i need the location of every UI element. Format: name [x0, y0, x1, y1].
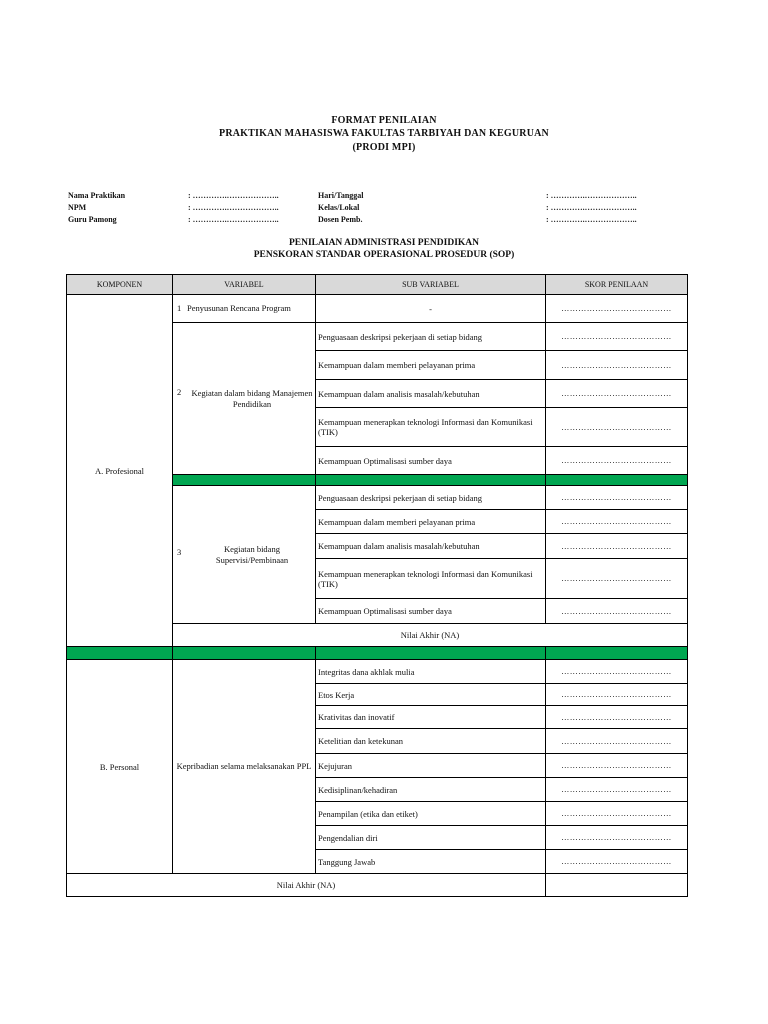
separator-cell — [67, 647, 173, 660]
komponen-personal: B. Personal — [67, 660, 173, 874]
variabel-1 — [173, 295, 316, 323]
score-field[interactable]: ………………………………… — [546, 778, 688, 802]
variabel-label: Kegiatan dalam bidang Manajemen Pendidikan — [191, 387, 313, 409]
score-field[interactable]: ………………………………… — [546, 351, 688, 380]
assessment-table — [66, 274, 688, 897]
score-field[interactable]: ………………………………… — [546, 408, 688, 447]
variabel-label: Penyusunan Rencana Program — [187, 303, 291, 313]
info-label-hari: Hari/Tanggal — [318, 191, 364, 200]
variabel-number: 3 — [177, 547, 182, 557]
info-value-npm: : ………….……………….. — [188, 203, 279, 212]
score-field[interactable]: ………………………………… — [546, 754, 688, 778]
sub-variabel: Kemampuan Optimalisasi sumber daya — [316, 599, 546, 624]
info-label-dosen: Dosen Pemb. — [318, 215, 363, 224]
header-komponen: KOMPONEN — [67, 275, 173, 295]
score-field[interactable]: ………………………………… — [546, 802, 688, 826]
separator-cell — [173, 475, 316, 486]
header-skor: SKOR PENILAAN — [546, 275, 688, 295]
info-value-dosen: : ………….……………….. — [546, 215, 637, 224]
separator-cell — [316, 475, 546, 486]
score-field[interactable]: ………………………………… — [546, 510, 688, 534]
score-field[interactable]: ………………………………… — [546, 684, 688, 706]
info-value-guru: : ………….……………….. — [188, 215, 279, 224]
score-field[interactable]: ………………………………… — [546, 660, 688, 684]
score-field[interactable]: ………………………………… — [546, 534, 688, 559]
variabel-number: 1 — [177, 303, 182, 313]
nilai-akhir-label: Nilai Akhir (NA) — [173, 624, 688, 647]
sub-variabel: Kemampuan dalam memberi pelayanan prima — [316, 510, 546, 534]
score-field[interactable]: ………………………………… — [546, 323, 688, 351]
info-value-nama: : ………….……………….. — [188, 191, 279, 200]
variabel-label: Kegiatan bidang Supervisi/Pembinaan — [215, 543, 289, 565]
table-row — [67, 660, 688, 684]
info-label-kelas: Kelas/Lokal — [318, 203, 360, 212]
info-value-hari: : ………….……………….. — [546, 191, 637, 200]
sub-variabel: Penguasaan deskripsi pekerjaan di setiap bidang — [316, 323, 546, 351]
sub-variabel: - — [316, 295, 546, 323]
sub-variabel: Tanggung Jawab — [316, 850, 546, 874]
sub-variabel: Kejujuran — [316, 754, 546, 778]
score-field[interactable]: ………………………………… — [546, 447, 688, 475]
variabel-number: 2 — [177, 387, 182, 397]
score-field[interactable]: ………………………………… — [546, 826, 688, 850]
table-row — [67, 295, 688, 323]
info-value-kelas: : ………….……………….. — [546, 203, 637, 212]
header-sub-variabel: SUB VARIABEL — [316, 275, 546, 295]
score-field[interactable]: ………………………………… — [546, 850, 688, 874]
sub-variabel: Kemampuan Optimalisasi sumber daya — [316, 447, 546, 475]
sub-variabel: Ketelitian dan ketekunan — [316, 729, 546, 754]
nilai-akhir-row — [67, 874, 688, 897]
nilai-akhir-label: Nilai Akhir (NA) — [67, 874, 546, 897]
sub-variabel: Pengendalian diri — [316, 826, 546, 850]
score-field[interactable]: ………………………………… — [546, 729, 688, 754]
score-field[interactable]: ………………………………… — [546, 559, 688, 599]
nilai-akhir-value[interactable] — [546, 874, 688, 897]
sub-variabel: Kemampuan dalam memberi pelayanan prima — [316, 351, 546, 380]
sub-variabel: Kemampuan dalam analisis masalah/kebutuhan — [316, 380, 546, 408]
sub-variabel: Kemampuan menerapkan teknologi Informasi dan Komunikasi (TIK) — [316, 408, 546, 447]
komponen-profesional: A. Profesional — [67, 295, 173, 647]
header-variabel: VARIABEL — [173, 275, 316, 295]
form-title: FORMAT PENILAIAN — [331, 115, 437, 126]
form-subtitle: PRAKTIKAN MAHASISWA FAKULTAS TARBIYAH DAN KEGURUAN — [219, 128, 549, 139]
separator-row — [67, 647, 688, 660]
sub-variabel: Etos Kerja — [316, 684, 546, 706]
sub-variabel: Integritas dana akhlak mulia — [316, 660, 546, 684]
sub-variabel: Penampilan (etika dan etiket) — [316, 802, 546, 826]
score-field[interactable]: ………………………………… — [546, 380, 688, 408]
score-field[interactable]: ………………………………… — [546, 599, 688, 624]
info-label-guru: Guru Pamong — [68, 215, 117, 224]
info-label-nama: Nama Praktikan — [68, 191, 126, 200]
separator-cell — [173, 647, 316, 660]
separator-cell — [546, 475, 688, 486]
sub-variabel: Penguasaan deskripsi pekerjaan di setiap bidang — [316, 486, 546, 510]
table-header-row — [67, 275, 688, 295]
score-field[interactable]: ………………………………… — [546, 486, 688, 510]
variabel-3 — [173, 486, 316, 624]
score-field[interactable]: ………………………………… — [546, 295, 688, 323]
separator-cell — [546, 647, 688, 660]
sub-variabel: Krativitas dan inovatif — [316, 706, 546, 729]
section-title: PENILAIAN ADMINISTRASI PENDIDIKAN — [288, 238, 480, 248]
variabel-2 — [173, 323, 316, 475]
separator-cell — [316, 647, 546, 660]
section-subtitle: PENSKORAN STANDAR OPERASIONAL PROSEDUR (SOP) — [253, 250, 515, 260]
variabel-kepribadian: Kepribadian selama melaksanakan PPL — [173, 660, 316, 874]
form-program: (PRODI MPI) — [352, 142, 416, 153]
sub-variabel: Kemampuan menerapkan teknologi Informasi dan Komunikasi (TIK) — [316, 559, 546, 599]
sub-variabel: Kedisiplinan/kehadiran — [316, 778, 546, 802]
score-field[interactable]: ………………………………… — [546, 706, 688, 729]
sub-variabel: Kemampuan dalam analisis masalah/kebutuhan — [316, 534, 546, 559]
info-label-npm: NPM — [68, 203, 87, 212]
